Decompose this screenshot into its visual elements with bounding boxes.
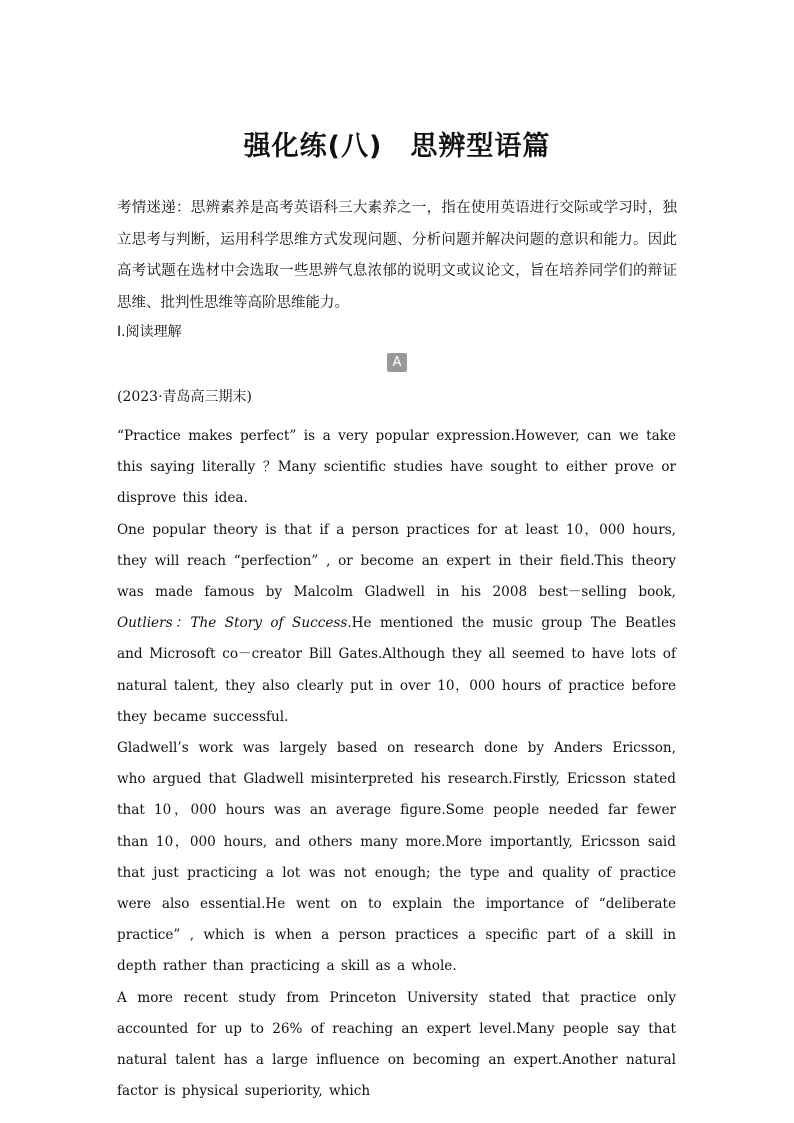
source-citation: (2023·青岛高三期末) xyxy=(117,389,253,405)
paragraph-2 xyxy=(117,515,676,733)
paragraph-2-text-b: .He mentioned the music group The Beatles and Microsoft co－creator Bill Gates.Although they all seemed to have lots of natural talent, they also clearly put in over 10，000 hours of practice before they became successful. xyxy=(117,615,676,725)
paragraph-2-text-a: One popular theory is that if a person practices for at least 10，000 hours, they will reach “perfection” , or become an expert in their field.This theory was made famous by Malcolm Gladwell in his 2008 best－selling book, xyxy=(117,521,676,601)
paragraph-4: A more recent study from Princeton University stated that practice only accounted for up to 26% of reaching an expert level.Many people say that natural talent has a large influence on becoming an expert.Another natural factor is physical superiority, which xyxy=(117,989,676,1100)
passage-label-badge: A xyxy=(387,353,407,372)
reading-passage xyxy=(117,421,676,1107)
section-heading: Ⅰ.阅读理解 xyxy=(117,324,182,340)
book-title: Outliers：The Story of Success xyxy=(117,615,348,632)
paragraph-1: “Practice makes perfect” is a very popular expression.However, can we take this saying literally ？Many scientific studies have sought to either prove or disprove this idea. xyxy=(117,428,676,507)
page-title: 强化练(八) 思辨型语篇 xyxy=(243,131,551,162)
exam-intro: 考情迷递：思辨素养是高考英语科三大素养之一，指在使用英语进行交际或学习时，独立思考与判断，运用科学思维方式发现问题、分析问题并解决问题的意识和能力。因此高考试题在选材中会选取一些思辨气息浓郁的说明文或议论文，旨在培养同学们的辩证思维、批判性思维等高阶思维能力。 xyxy=(117,200,677,311)
paragraph-3: Gladwell’s work was largely based on research done by Anders Ericsson, who argued that Gladwell misinterpreted his research.Firstly, Ericsson stated that 10，000 hours was an average figure.Some people needed far fewer than 10，000 hours, and others many more.More importantly, Ericsson said that just practicing a lot was not enough; the type and quality of practice were also essential.He went on to explain the importance of “deliberate practice” , which is when a person practices a specific part of a skill in depth rather than practicing a skill as a whole. xyxy=(117,740,676,975)
